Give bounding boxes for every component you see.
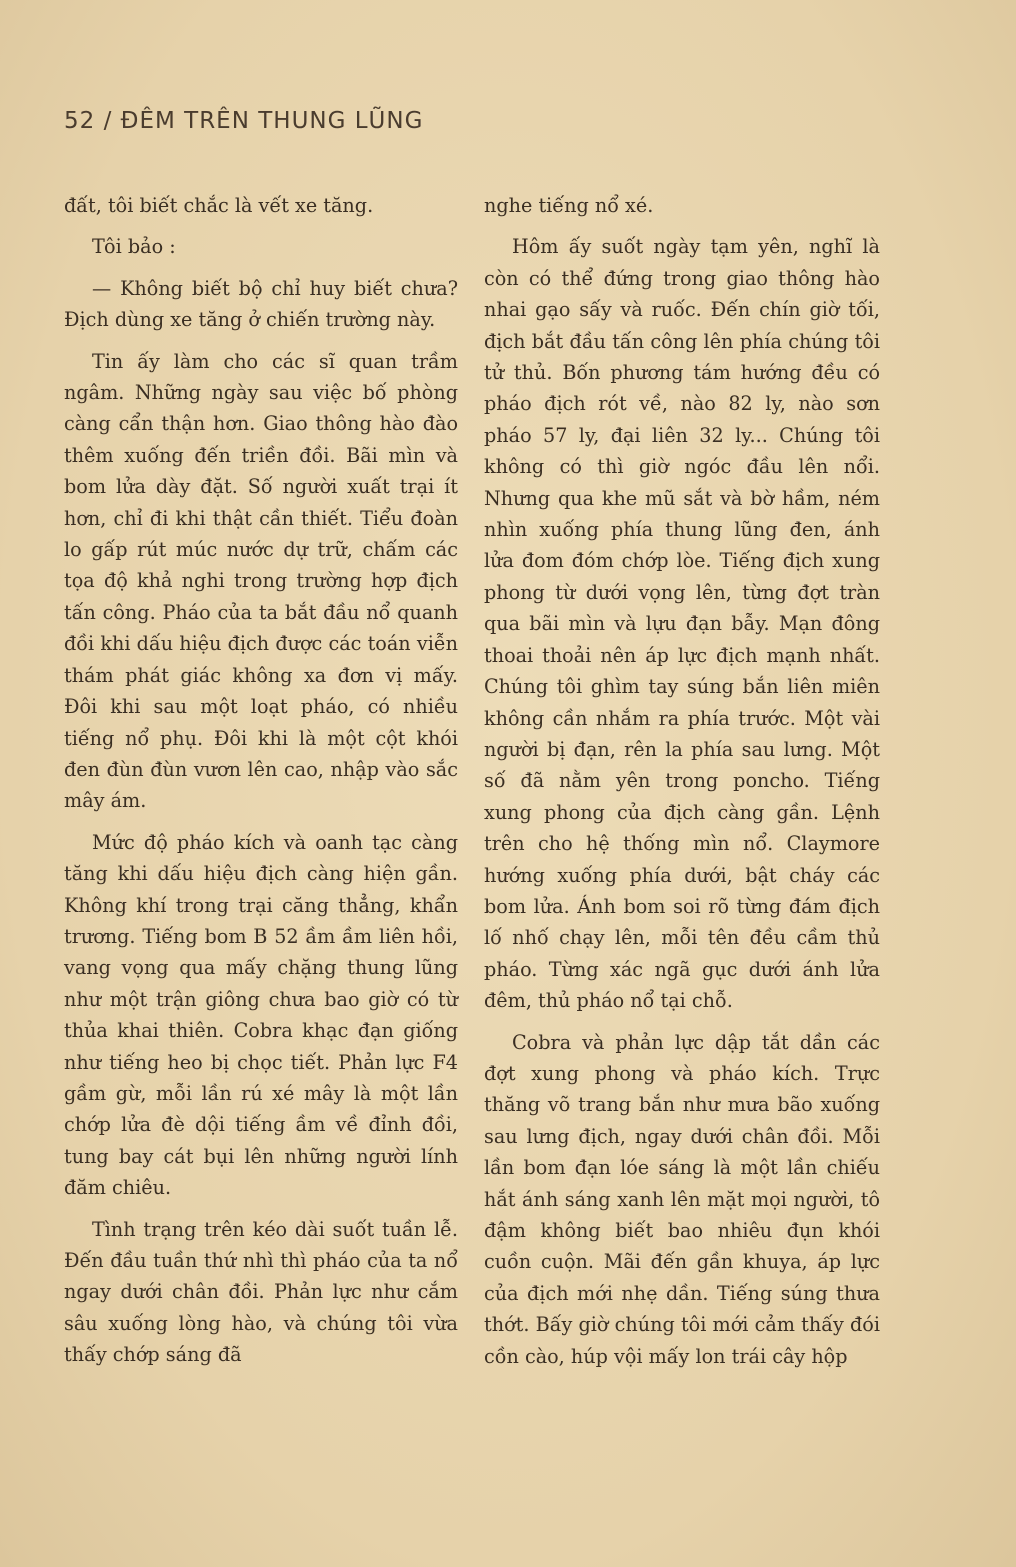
paragraph: — Không biết bộ chỉ huy biết chưa? Địch dùng xe tăng ở chiến trường này. [64, 276, 458, 332]
paragraph: Tin ấy làm cho các sĩ quan trầm ngâm. Những ngày sau việc bố phòng càng cẩn thận hơn. Giao thông hào đào thêm xuống đến triền đồi. Bãi mìn và bom lửa dày đặt. Số người xuất trại ít hơn, chỉ đi khi thật cần thiết. Tiểu đoàn lo gấp rút múc nước dự trữ, chấm các tọa độ khả nghi trong trường hợp địch tấn công. Pháo của ta bắt đầu nổ quanh đồi khi dấu hiệu địch được các toán viễn thám phát giác không xa đơn vị mấy. Đôi khi sau một loạt pháo, có nhiều tiếng nổ phụ. Đôi khi là một cột khói đen đùn đùn vươn lên cao, nhập vào sắc mây ám. [64, 349, 458, 813]
paragraph: Mức độ pháo kích và oanh tạc càng tăng khi dấu hiệu địch càng hiện gần. Không khí trong trại căng thẳng, khẩn trương. Tiếng bom B 52 ầm ầm liên hồi, vang vọng qua mấy chặng thung lũng như một trận giông chưa bao giờ có từ thủa khai thiên. Cobra khạc đạn giống như tiếng heo bị chọc tiết. Phản lực F4 gầm gừ, mỗi lần rú xé mây là một lần chớp lửa đè dội tiếng ầm về đỉnh đồi, tung bay cát bụi lên những người lính đăm chiêu. [64, 830, 458, 1200]
paragraph: đất, tôi biết chắc là vết xe tăng. [64, 194, 374, 217]
right-column [484, 190, 880, 1382]
paragraph: Tình trạng trên kéo dài suốt tuần lễ. Đến đầu tuần thứ nhì thì pháo của ta nổ ngay dưới chân đồi. Phản lực như cắm sâu xuống lòng hào, và chúng tôi vừa thấy chớp sáng đã [64, 1217, 458, 1367]
paragraph: nghe tiếng nổ xé. [484, 194, 654, 217]
running-head: 52 / ĐÊM TRÊN THUNG LŨNG [64, 108, 424, 134]
left-column [64, 190, 458, 1381]
paragraph: Cobra và phản lực dập tắt dần các đợt xung phong và pháo kích. Trực thăng võ trang bắn như mưa bão xuống sau lưng địch, ngay dưới chân đồi. Mỗi lần bom đạn lóe sáng là một lần chiếu hắt ánh sáng xanh lên mặt mọi người, tô đậm không biết bao nhiêu đụn khói cuồn cuộn. Mãi đến gần khuya, áp lực của địch mới nhẹ dần. Tiếng súng thưa thớt. Bấy giờ chúng tôi mới cảm thấy đói cồn cào, húp vội mấy lon trái cây hộp [484, 1030, 880, 1368]
paragraph: Hôm ấy suốt ngày tạm yên, nghĩ là còn có thể đứng trong giao thông hào nhai gạo sấy và ruốc. Đến chín giờ tối, địch bắt đầu tấn công lên phía chúng tôi tử thủ. Bốn phương tám hướng đều có pháo địch rót về, nào 82 ly, nào sơn pháo 57 ly, đại liên 32 ly... Chúng tôi không có thì giờ ngóc đầu lên nổi. Nhưng qua khe mũ sắt và bờ hầm, ném nhìn xuống phía thung lũng đen, ánh lửa đom đóm chớp lòe. Tiếng địch xung phong từ dưới vọng lên, từng đợt tràn qua bãi mìn và lựu đạn bẫy. Mạn đông thoai thoải nên áp lực địch mạnh nhất. Chúng tôi ghìm tay súng bắn liên miên không cần nhắm ra phía trước. Một vài người bị đạn, rên la phía sau lưng. Một số đã nằm yên trong poncho. Tiếng xung phong của địch càng gần. Lệnh trên cho hệ thống mìn nổ. Claymore hướng xuống phía dưới, bật cháy các bom lửa. Ánh bom soi rõ từng đám địch lố nhố chạy lên, mỗi tên đều cầm thủ pháo. Từng xác ngã gục dưới ánh lửa đêm, thủ pháo nổ tại chỗ. [484, 235, 880, 1013]
paragraph: Tôi bảo : [92, 235, 176, 259]
